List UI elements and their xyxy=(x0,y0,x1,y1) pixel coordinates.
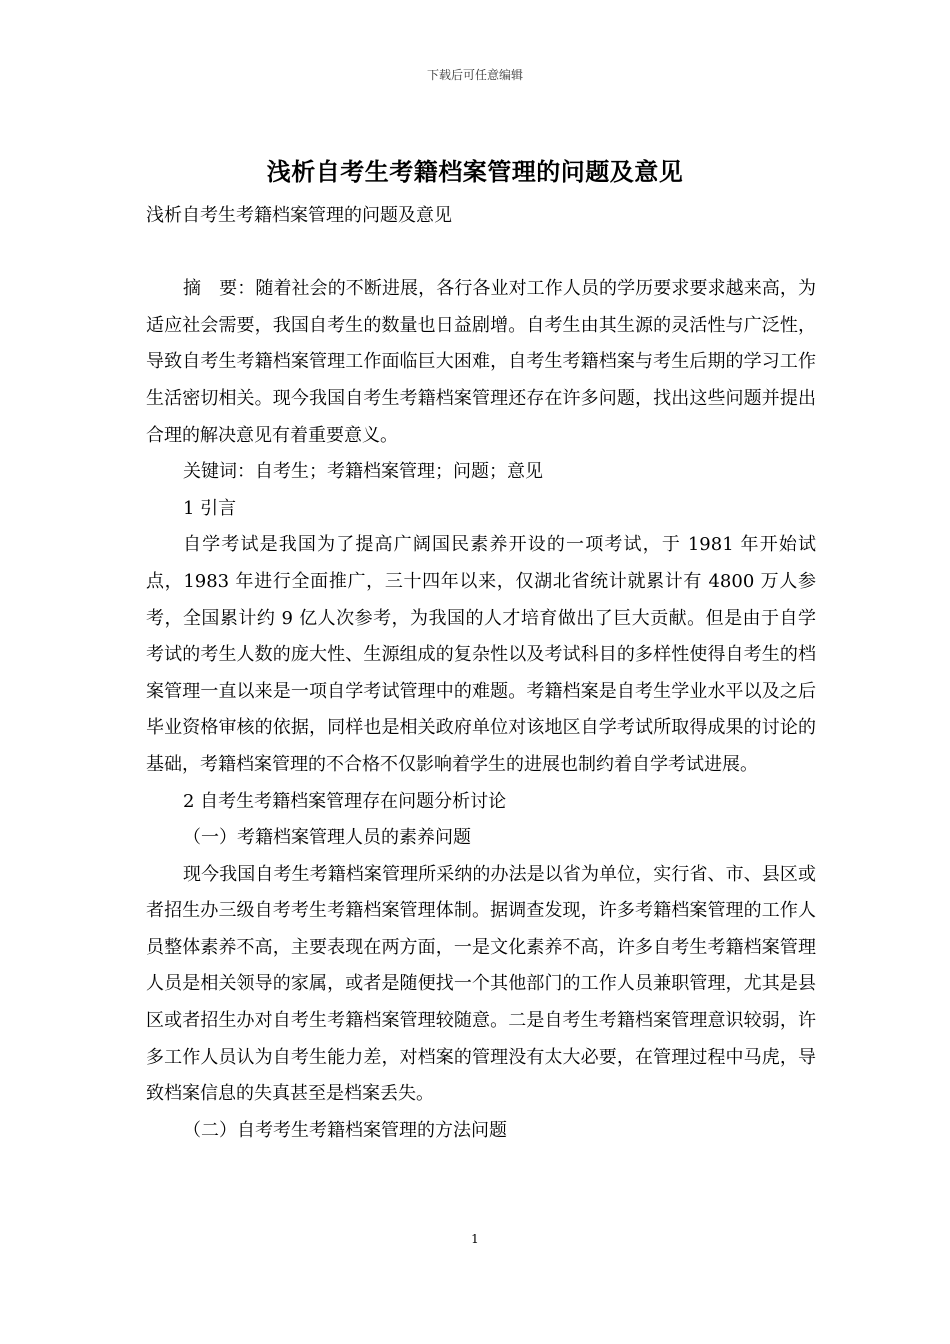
page-number: 1 xyxy=(471,1232,479,1246)
keywords-line: 关键词：自考生；考籍档案管理；问题；意见 xyxy=(183,461,543,483)
document-body xyxy=(146,198,816,1149)
subsection-1-paragraph: 现今我国自考生考籍档案管理所采纳的办法是以省为单位，实行省、市、县区或者招生办三级自考考生考籍档案管理体制。据调查发现，许多考籍档案管理的工作人员整体素养不高，主要表现在两方面，一是文化素养不高，许多自考生考籍档案管理人员是相关领导的家属，或者是随便找一个其他部门的工作人员兼职管理，尤其是县区或者招生办对自考生考籍档案管理较随意。二是自考生考籍档案管理意识较弱，许多工作人员认为自考生能力差，对档案的管理没有太大必要，在管理过程中马虎，导致档案信息的失真甚至是档案丢失。 xyxy=(146,863,816,1105)
abstract-paragraph: 摘 要：随着社会的不断进展，各行各业对工作人员的学历要求要求越来高，为适应社会需要，我国自考生的数量也日益剧增。自考生由其生源的灵活性与广泛性，导致自考生考籍档案管理工作面临巨大困难，自考生考籍档案与考生后期的学习工作生活密切相关。现今我国自考生考籍档案管理还存在许多问题，找出这些问题并提出合理的解决意见有着重要意义。 xyxy=(146,278,816,446)
subsection-2-heading: （二）自考考生考籍档案管理的方法问题 xyxy=(183,1119,507,1141)
section-1-paragraph: 自学考试是我国为了提高广阔国民素养开设的一项考试，于 1981 年开始试点，1983 年进行全面推广，三十四年以来，仅湖北省统计就累计有 4800 万人参考，全国累计约 9 亿人次参考，为我国的人才培育做出了巨大贡献。但是由于自学考试的考生人数的庞大性、生源组成的复杂性以及考试科目的多样性使得自考生的档案管理一直以来是一项自学考试管理中的难题。考籍档案是自考生学业水平以及之后毕业资格审核的依据，同样也是相关政府单位对该地区自学考试所取得成果的讨论的基础，考籍档案管理的不合格不仅影响着学生的进展也制约着自学考试进展。 xyxy=(146,534,816,775)
document-subtitle: 浅析自考生考籍档案管理的问题及意见 xyxy=(146,205,452,226)
blank-line xyxy=(146,235,816,272)
subsection-1-heading: （一）考籍档案管理人员的素养问题 xyxy=(183,827,471,849)
section-1-heading: 1 引言 xyxy=(183,497,237,519)
page-header: 下载后可任意编辑 xyxy=(426,68,523,82)
section-2-heading: 2 自考生考籍档案管理存在问题分析讨论 xyxy=(183,790,507,812)
document-title: 浅析自考生考籍档案管理的问题及意见 xyxy=(266,157,684,186)
